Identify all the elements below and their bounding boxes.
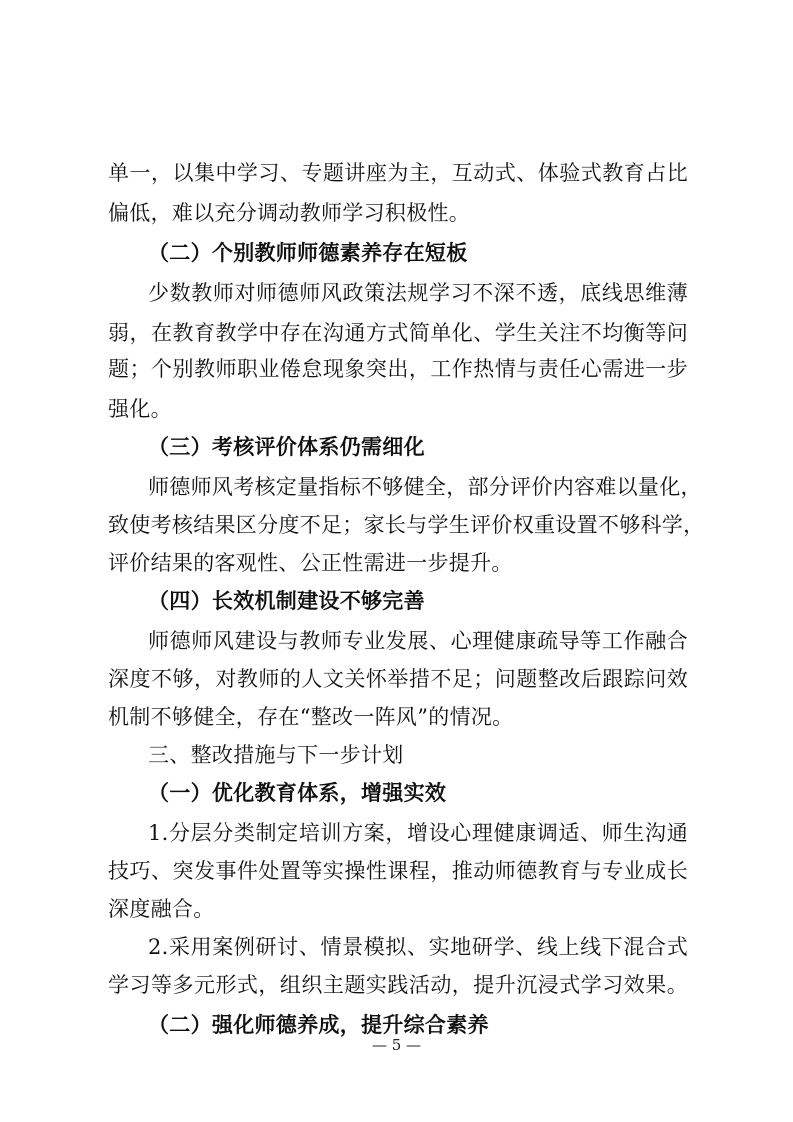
paragraph-line: 技巧、突发事件处置等实操性课程，推动师德教育与专业成长 [108,859,688,883]
section-heading: 三、整改措施与下一步计划 [148,743,404,767]
subheading-1: （一）优化教育体系，增强实效 [148,781,447,805]
paragraph-line: 强化。 [108,397,172,421]
page-number: — 5 — [371,1036,422,1054]
paragraph-line: 学习等多元形式，组织主题实践活动，提升沉浸式学习效果。 [108,973,688,997]
paragraph-line: 2.采用案例研讨、情景模拟、实地研学、线上线下混合式 [148,935,688,959]
paragraph-line: 机制不够健全，存在“整改一阵风”的情况。 [108,705,514,729]
paragraph-line: 题；个别教师职业倦怠现象突出，工作热情与责任心需进一步 [108,357,688,381]
paragraph-line: 弱，在教育教学中存在沟通方式简单化、学生关注不均衡等问 [108,321,688,345]
paragraph-line: 深度融合。 [108,897,215,921]
subheading-2: （二）强化师德养成，提升综合素养 [148,1013,489,1037]
subheading-2: （二）个别教师师德素养存在短板 [148,241,468,265]
paragraph-line: 致使考核结果区分度不足；家长与学生评价权重设置不够科学， [108,513,705,537]
subheading-4: （四）长效机制建设不够完善 [148,589,425,613]
paragraph-line: 1.分层分类制定培训方案，增设心理健康调适、师生沟通 [148,821,688,845]
paragraph-line: 单一，以集中学习、专题讲座为主，互动式、体验式教育占比 [108,161,688,185]
paragraph-line: 深度不够，对教师的人文关怀举措不足；问题整改后跟踪问效 [108,667,688,691]
subheading-3: （三）考核评价体系仍需细化 [148,435,425,459]
paragraph-line: 少数教师对师德师风政策法规学习不深不透，底线思维薄 [148,281,688,305]
paragraph-line: 师德师风建设与教师专业发展、心理健康疏导等工作融合 [148,629,688,653]
paragraph-line: 评价结果的客观性、公正性需进一步提升。 [108,551,513,575]
paragraph-line: 师德师风考核定量指标不够健全，部分评价内容难以量化， [148,475,702,499]
paragraph-line: 偏低，难以充分调动教师学习积极性。 [108,201,471,225]
